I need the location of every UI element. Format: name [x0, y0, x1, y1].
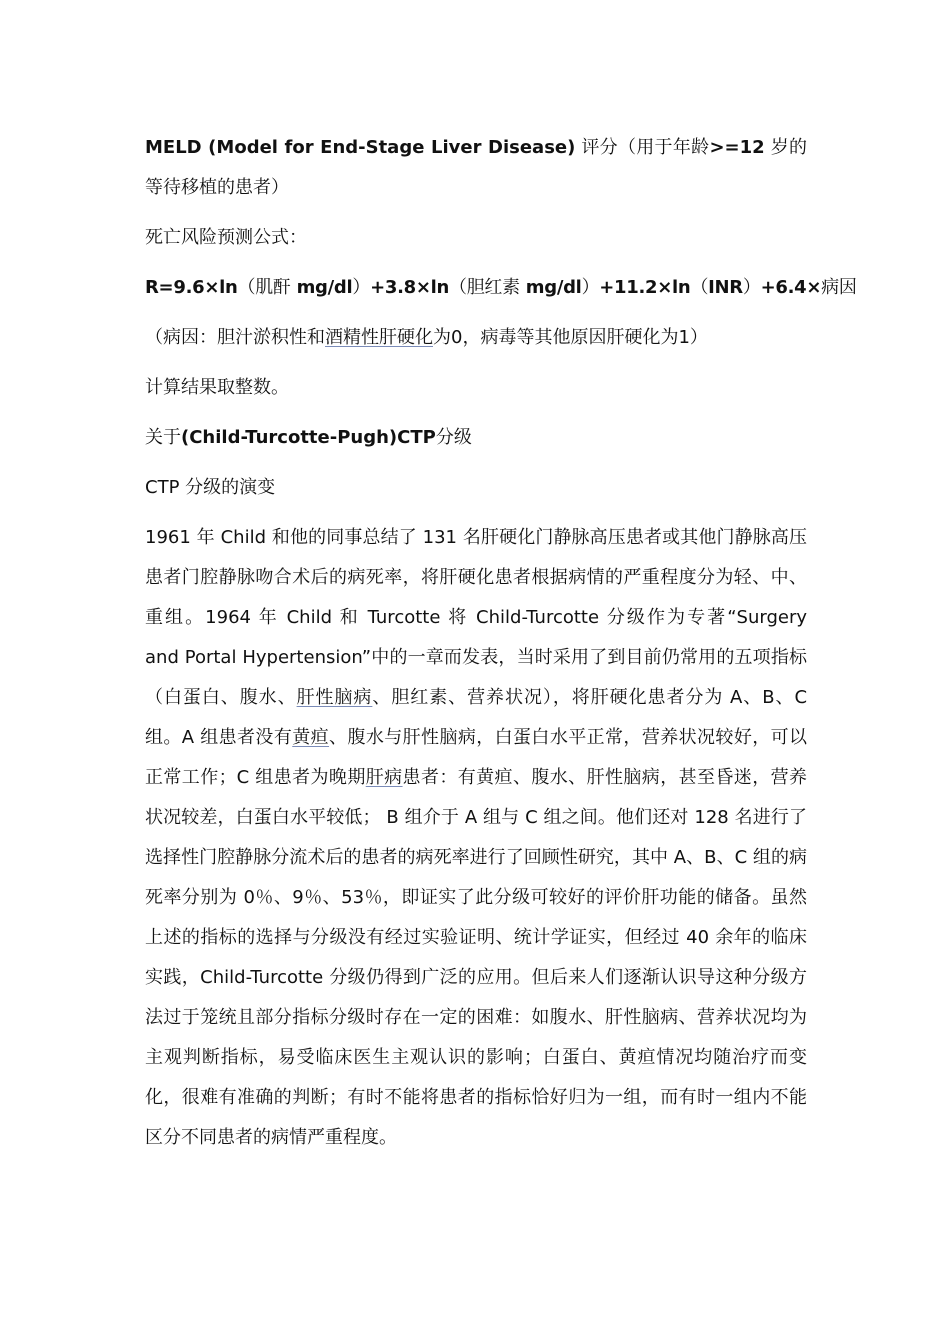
meld-title-bold: MELD (Model for End-Stage Liver Disease) — [145, 137, 576, 158]
history-text: 、胆红素、营养状况），将肝硬化患者分为 A、B、C 组。A 组患者没有 — [145, 687, 808, 748]
liver-disease-link[interactable]: 肝病 — [365, 767, 403, 788]
hepatic-encephalopathy-link[interactable]: 肝性脑病 — [296, 687, 373, 708]
ctp-subheading: CTP 分级的演变 — [145, 477, 276, 498]
formula-part: mg/dl — [290, 277, 353, 298]
formula-part: 病因 — [821, 277, 857, 298]
formula-part: （ — [690, 277, 709, 298]
ctp-heading-suffix: 分级 — [435, 427, 472, 448]
formula-part: ） — [742, 277, 761, 298]
cause-note-text: 为0，病毒等其他原因肝硬化为1） — [433, 327, 708, 348]
round-note: 计算结果取整数。 — [145, 377, 289, 398]
cause-note — [145, 318, 807, 358]
formula-part: +3.8×ln — [370, 277, 449, 298]
formula-part: +6.4× — [760, 277, 822, 298]
meld-title-text-end: 岁的等待移植的患者） — [145, 137, 807, 198]
ctp-heading — [145, 418, 807, 458]
jaundice-link[interactable]: 黄疸 — [292, 727, 330, 748]
history-text: 1961 年 Child 和他的同事总结了 131 名肝硬化门静脉高压患者或其他门静脉高压患者门腔静脉吻合术后的病死率，将肝硬化患者根据病情的严重程度分为轻、中、重组。1964 年 Child 和 Turcotte 将 Child-Turcotte 分级作为专著“Surgery and Portal Hypertension”中的一章而发表，当时采用了到目前仍常用的五项指标（白蛋白、腹水、 — [145, 527, 807, 708]
formula-part: （胆红素 — [449, 277, 520, 298]
meld-title-text: 评分（用于年龄 — [575, 137, 710, 158]
formula-part: ） — [581, 277, 600, 298]
meld-formula — [145, 268, 857, 308]
formula-part: （肌酐 — [237, 277, 291, 298]
ctp-history-paragraph — [145, 518, 807, 1158]
formula-part: R=9.6×ln — [145, 277, 238, 298]
history-text: 、腹水与肝性脑病，白蛋白水平正常，营养状况较好，可以正常工作；C 组患者为晚期 — [145, 727, 808, 788]
formula-part: mg/dl — [519, 277, 582, 298]
alcoholic-cirrhosis-link[interactable]: 酒精性肝硬化 — [325, 327, 433, 348]
formula-label: 死亡风险预测公式： — [145, 227, 307, 248]
formula-part: INR — [708, 277, 743, 298]
ctp-heading-prefix: 关于 — [145, 427, 181, 448]
document-page — [145, 128, 857, 1158]
history-text: 患者：有黄疸、腹水、肝性脑病，甚至昏迷，营养状况较差，白蛋白水平较低； B 组介于 A 组与 C 组之间。他们还对 128 名进行了选择性门腔静脉分流术后的患者的病死率进行了回顾性研究，其中 A、B、C 组的病死率分别为 0％、9％、53％，即证实了此分级可较好的评价肝功能的储备。虽然上述的指标的选择与分级没有经过实验证明、统计学证实，但经过 40 余年的临床实践，Child-Turcotte 分级仍得到广泛的应用。但后来人们逐渐认识导这种分级方法过于笼统且部分指标分级时存在一定的困难：如腹水、肝性脑病、营养状况均为主观判断指标，易受临床医生主观认识的影响；白蛋白、黄疸情况均随治疗而变化，很难有准确的判断；有时不能将患者的指标恰好归为一组，而有时一组内不能区分不同患者的病情严重程度。 — [145, 767, 808, 1148]
cause-note-text: （病因：胆汁淤积性和 — [145, 327, 325, 348]
ctp-heading-bold: (Child-Turcotte-Pugh)CTP — [181, 427, 436, 448]
meld-age-threshold: >=12 — [709, 137, 765, 158]
formula-part: +11.2×ln — [599, 277, 691, 298]
meld-title — [145, 128, 807, 208]
formula-part: ） — [352, 277, 371, 298]
